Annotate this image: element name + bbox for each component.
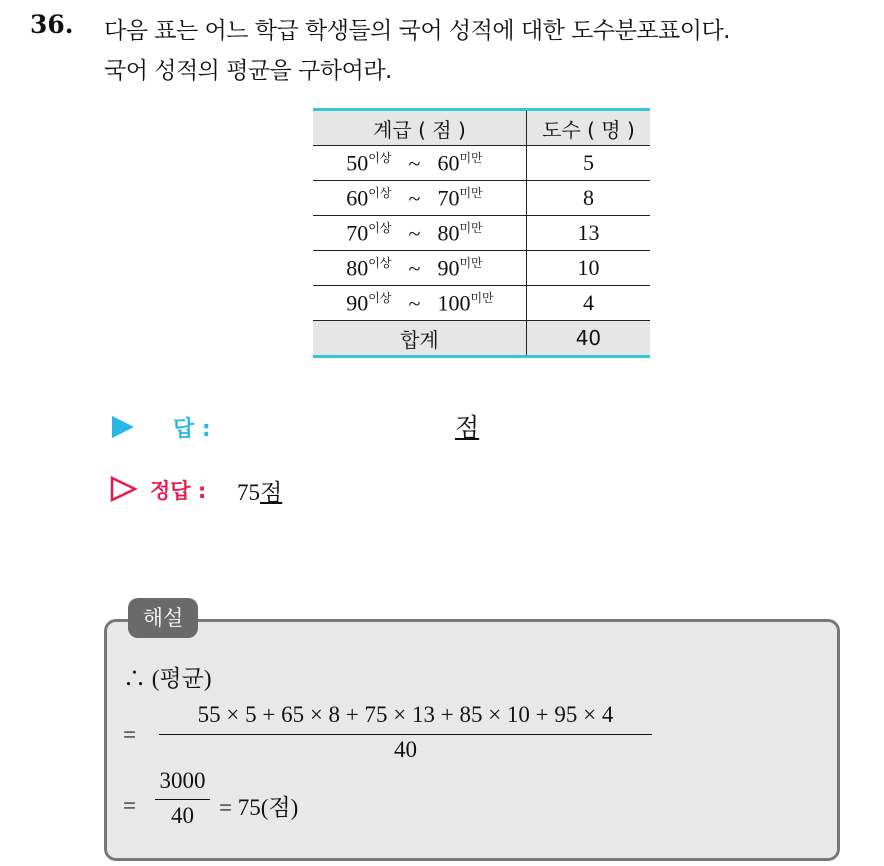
class-interval: $50^{이상}$ ~ $60^{미만}$ [346,150,483,176]
fraction-bar [155,799,210,800]
question-text-line2: 국어 성적의 평균을 구하여라. [104,58,392,84]
table-row [313,251,650,286]
correct-answer-label: 정답 : [150,479,207,503]
table-row [313,216,650,251]
class-interval: $70^{이상}$ ~ $80^{미만}$ [346,220,483,246]
answer-label: 답 : [173,417,211,442]
table-row [313,146,650,181]
correct-answer-value: 75 [237,480,260,505]
outline-arrow-icon [110,476,138,502]
table-header-row [313,110,650,146]
class-interval: $80^{이상}$ ~ $90^{미만}$ [346,255,483,281]
frequency-value: 13 [526,216,650,251]
fraction-numerator: 55 × 5 + 65 × 8 + 75 × 13 + 85 × 10 + 95 × 4 [197,702,614,727]
header-frequency: 도수 ( 명 ) [526,110,650,146]
fraction-bar [159,734,652,735]
answer-unit: 점 [455,413,480,442]
frequency-table [313,108,650,358]
header-class: 계급 ( 점 ) [313,110,526,146]
equals-sign: = [123,722,136,747]
explanation-line1: ∴ (평균) [123,666,212,691]
fraction-denominator: 40 [171,803,194,828]
frequency-value: 5 [526,146,650,181]
table-row [313,286,650,321]
frequency-value: 4 [526,286,650,321]
frequency-value: 10 [526,251,650,286]
equals-sign: = [123,793,136,818]
frequency-value: 8 [526,181,650,216]
class-interval: $90^{이상}$ ~ $100^{미만}$ [346,290,494,316]
fraction-denominator: 40 [394,737,417,762]
total-label: 합계 [313,321,526,357]
play-arrow-icon [112,416,134,438]
question-text-line1: 다음 표는 어느 학급 학생들의 국어 성적에 대한 도수분포표이다. [104,18,730,44]
question-number: 36. [30,10,74,39]
table-row [313,181,650,216]
correct-answer-unit: 점 [260,480,283,506]
class-interval: $60^{이상}$ ~ $70^{미만}$ [346,185,483,211]
explanation-tab: 해설 [128,598,198,638]
correct-answer [237,474,282,507]
total-value: 40 [526,321,650,357]
explanation-result: = 75(점) [219,795,299,820]
table-total-row [313,321,650,357]
fraction-numerator: 3000 [159,768,206,793]
